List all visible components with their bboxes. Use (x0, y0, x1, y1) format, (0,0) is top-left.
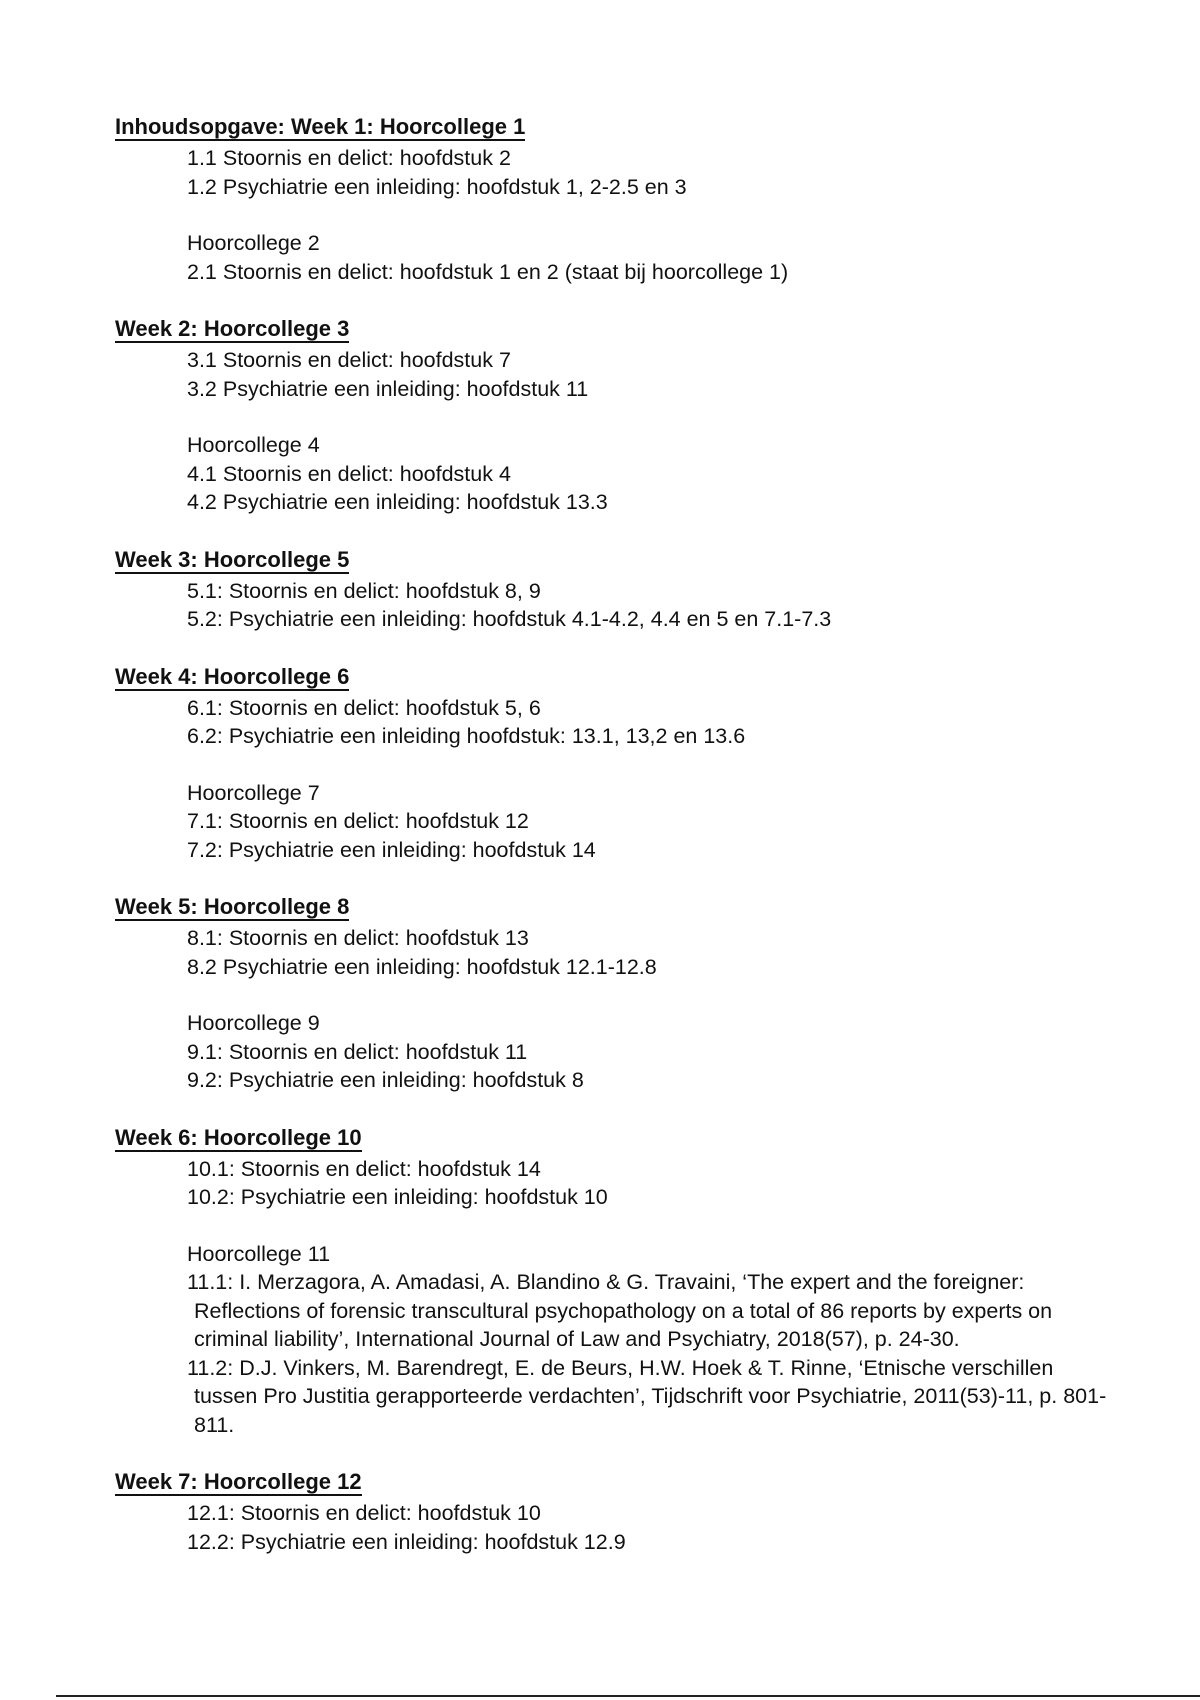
week-1-section (115, 114, 1115, 286)
hoorcollege-2-title: Hoorcollege 2 (187, 231, 320, 255)
week-6-heading: Week 6: Hoorcollege 10 (115, 1124, 362, 1150)
week-7-heading: Week 7: Hoorcollege 12 (115, 1469, 362, 1494)
week-2-heading: Week 2: Hoorcollege 3 (115, 316, 350, 341)
list-item: 6.1: Stoornis en delict: hoofdstuk 5, 6 (187, 695, 541, 720)
week-1-heading: Inhoudsopgave: Week 1: Hoorcollege 1 (115, 114, 526, 139)
list-item: 8.2 Psychiatrie een inleiding: hoofdstuk 12.1-12.8 (187, 954, 657, 979)
list-item: 4.1 Stoornis en delict: hoofdstuk 4 (187, 461, 511, 486)
week-6-section (115, 1125, 1115, 1440)
list-item: 7.1: Stoornis en delict: hoofdstuk 12 (187, 809, 529, 833)
week-4-heading: Week 4: Hoorcollege 6 (115, 663, 350, 689)
hoorcollege-11-title: Hoorcollege 11 (187, 1241, 331, 1266)
week-3-section (115, 547, 1115, 634)
list-item: 5.2: Psychiatrie een inleiding: hoofdstuk 4.1-4.2, 4.4 en 5 en 7.1-7.3 (187, 607, 832, 631)
list-item: 1.2 Psychiatrie een inleiding: hoofdstuk 1, 2-2.5 en 3 (187, 174, 687, 199)
hoorcollege-4-title: Hoorcollege 4 (187, 433, 320, 457)
footer-divider (56, 1695, 1200, 1697)
list-item: 7.2: Psychiatrie een inleiding: hoofdstuk 14 (187, 837, 596, 862)
week-4-section (115, 664, 1115, 865)
hoorcollege-9-title: Hoorcollege 9 (187, 1011, 320, 1035)
list-item: 10.2: Psychiatrie een inleiding: hoofdstuk 10 (187, 1185, 608, 1209)
list-item: 2.1 Stoornis en delict: hoofdstuk 1 en 2 (staat bij hoorcollege 1) (187, 259, 789, 284)
list-item: 4.2 Psychiatrie een inleiding: hoofdstuk 13.3 (187, 490, 608, 514)
list-item: 8.1: Stoornis en delict: hoofdstuk 13 (187, 926, 529, 950)
week-3-heading: Week 3: Hoorcollege 5 (115, 546, 350, 572)
week-5-section (115, 894, 1115, 1095)
week-5-heading: Week 5: Hoorcollege 8 (115, 894, 350, 919)
list-item: 10.1: Stoornis en delict: hoofdstuk 14 (187, 1156, 541, 1181)
list-item: 1.1 Stoornis en delict: hoofdstuk 2 (187, 146, 511, 170)
list-item: 12.2: Psychiatrie een inleiding: hoofdstuk 12.9 (187, 1529, 626, 1554)
list-item: 9.2: Psychiatrie een inleiding: hoofdstuk 8 (187, 1068, 584, 1092)
list-item: 12.1: Stoornis en delict: hoofdstuk 10 (187, 1501, 541, 1525)
week-7-section (115, 1469, 1115, 1556)
reference-item: 11.2: D.J. Vinkers, M. Barendregt, E. de Beurs, H.W. Hoek & T. Rinne, ‘Etnische verschillen tussen Pro Justitia gerapporteerde verdachten’, Tijdschrift voor Psychiatrie, 2011(53)-11, p. 801-811. (187, 1355, 1107, 1437)
week-2-section (115, 316, 1115, 517)
list-item: 3.1 Stoornis en delict: hoofdstuk 7 (187, 348, 511, 372)
table-of-contents (115, 114, 1115, 1586)
hoorcollege-7-title: Hoorcollege 7 (187, 780, 320, 805)
list-item: 5.1: Stoornis en delict: hoofdstuk 8, 9 (187, 578, 541, 603)
list-item: 9.1: Stoornis en delict: hoofdstuk 11 (187, 1039, 528, 1064)
list-item: 3.2 Psychiatrie een inleiding: hoofdstuk 11 (187, 376, 589, 401)
list-item: 6.2: Psychiatrie een inleiding hoofdstuk: 13.1, 13,2 en 13.6 (187, 724, 746, 748)
reference-item: 11.1: I. Merzagora, A. Amadasi, A. Blandino & G. Travaini, ‘The expert and the foreigner: Reflections of forensic transcultural psychopathology on a total of 86 reports by experts on criminal liability’, International Journal of Law and Psychiatry, 2018(57), p. 24-30. (187, 1270, 1053, 1351)
